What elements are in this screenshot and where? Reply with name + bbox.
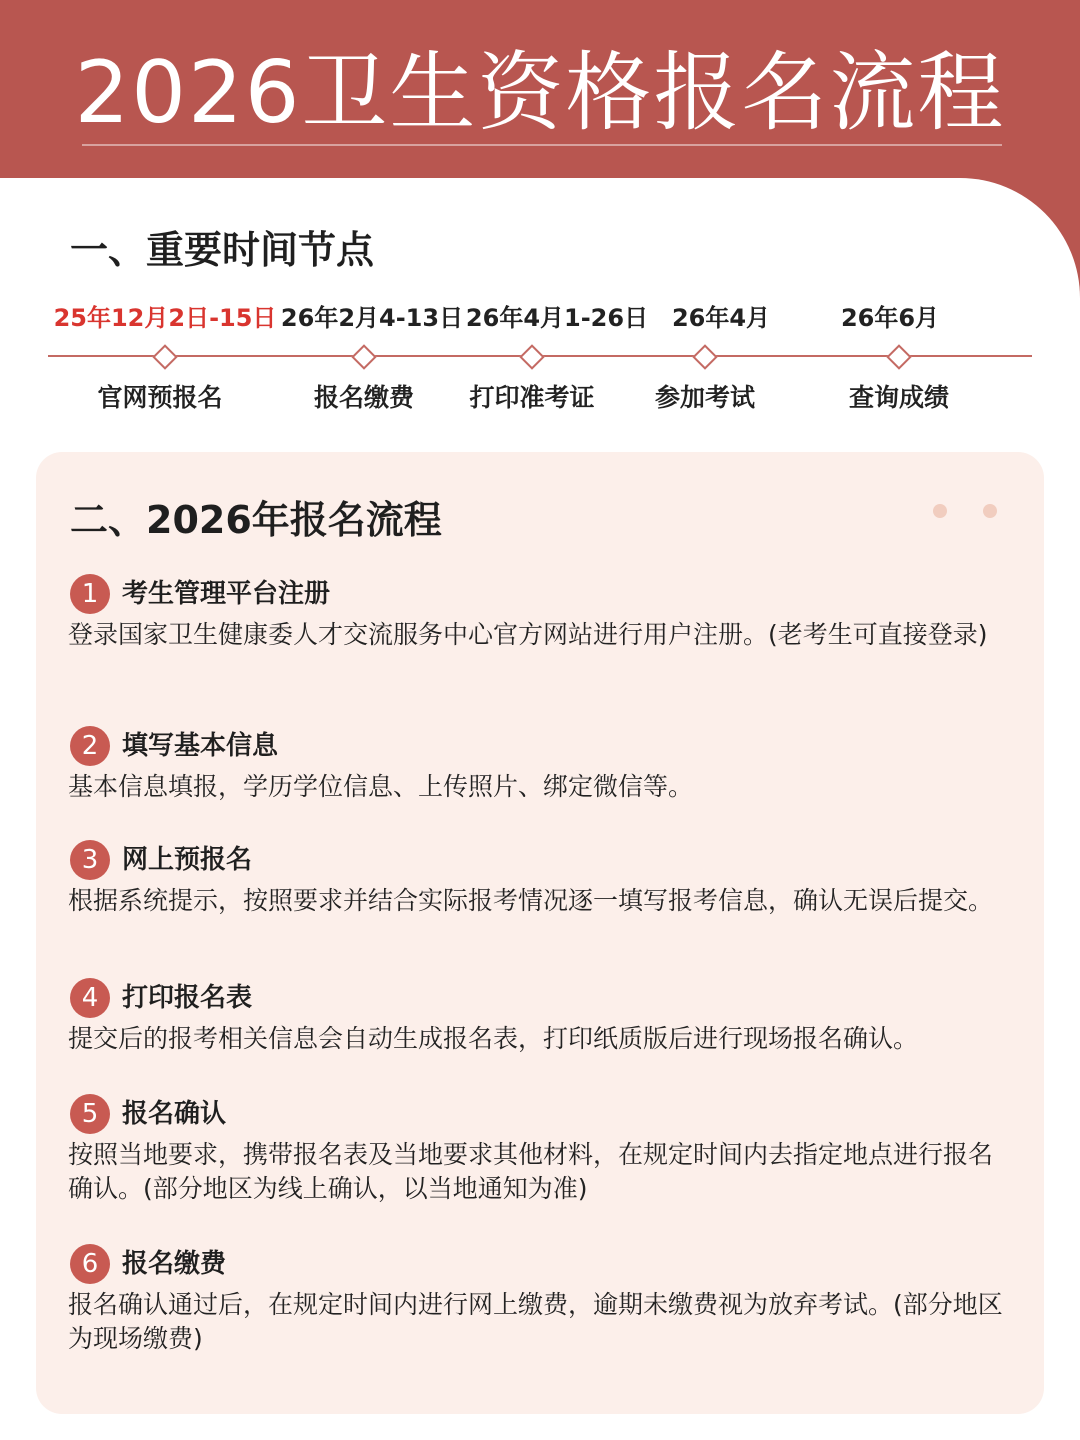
step-title: 打印报名表 xyxy=(122,983,253,1013)
step-description: 按照当地要求，携带报名表及当地要求其他材料，在规定时间内去指定地点进行报名确认。(部分地区为线上确认，以当地通知为准) xyxy=(68,1140,994,1203)
step-number-badge: 4 xyxy=(70,978,110,1018)
step-item xyxy=(66,976,1016,1056)
step-number-badge: 5 xyxy=(70,1094,110,1134)
step-item xyxy=(66,1242,1016,1356)
step-item xyxy=(66,1092,1016,1206)
step-item xyxy=(66,724,1016,804)
timeline-label: 查询成绩 xyxy=(848,383,950,412)
step-number-badge: 2 xyxy=(70,726,110,766)
step-item xyxy=(66,838,1016,918)
step-title: 填写基本信息 xyxy=(122,731,279,761)
step-description: 根据系统提示，按照要求并结合实际报考情况逐一填写报考信息，确认无误后提交。 xyxy=(68,886,994,915)
step-number-badge: 3 xyxy=(70,840,110,880)
decor-dot-icon xyxy=(933,504,947,518)
step-description: 登录国家卫生健康委人才交流服务中心官方网站进行用户注册。(老考生可直接登录) xyxy=(68,620,988,649)
timeline-date: 26年4月1-26日 xyxy=(465,304,649,332)
timeline-label: 打印准考证 xyxy=(469,383,595,412)
section-title-key-dates: 一、重要时间节点 xyxy=(70,228,375,272)
decor-dot-icon xyxy=(983,504,997,518)
section-title-process: 二、2026年报名流程 xyxy=(70,498,442,542)
timeline-label: 官网预报名 xyxy=(97,383,223,412)
step-description: 提交后的报考相关信息会自动生成报名表，打印纸质版后进行现场报名确认。 xyxy=(68,1024,919,1053)
timeline-label: 参加考试 xyxy=(654,383,756,412)
step-title: 报名缴费 xyxy=(122,1249,227,1279)
timeline-date: 26年4月 xyxy=(671,304,771,332)
page-title: 2026卫生资格报名流程 xyxy=(74,43,1006,143)
step-number-badge: 1 xyxy=(70,574,110,614)
timeline-date: 26年2月4-13日 xyxy=(280,304,464,332)
step-description: 报名确认通过后，在规定时间内进行网上缴费，逾期未缴费视为放弃考试。(部分地区为现场缴费) xyxy=(68,1290,1003,1353)
step-item xyxy=(66,572,1016,652)
title-underline xyxy=(82,144,1002,146)
step-number-badge: 6 xyxy=(70,1244,110,1284)
step-title: 网上预报名 xyxy=(122,845,253,875)
timeline-label: 报名缴费 xyxy=(313,383,415,412)
step-description: 基本信息填报，学历学位信息、上传照片、绑定微信等。 xyxy=(68,772,694,801)
step-title: 考生管理平台注册 xyxy=(122,579,331,609)
timeline-date: 26年6月 xyxy=(840,304,940,332)
step-title: 报名确认 xyxy=(122,1099,227,1129)
timeline-date: 25年12月2日-15日 xyxy=(53,304,277,332)
